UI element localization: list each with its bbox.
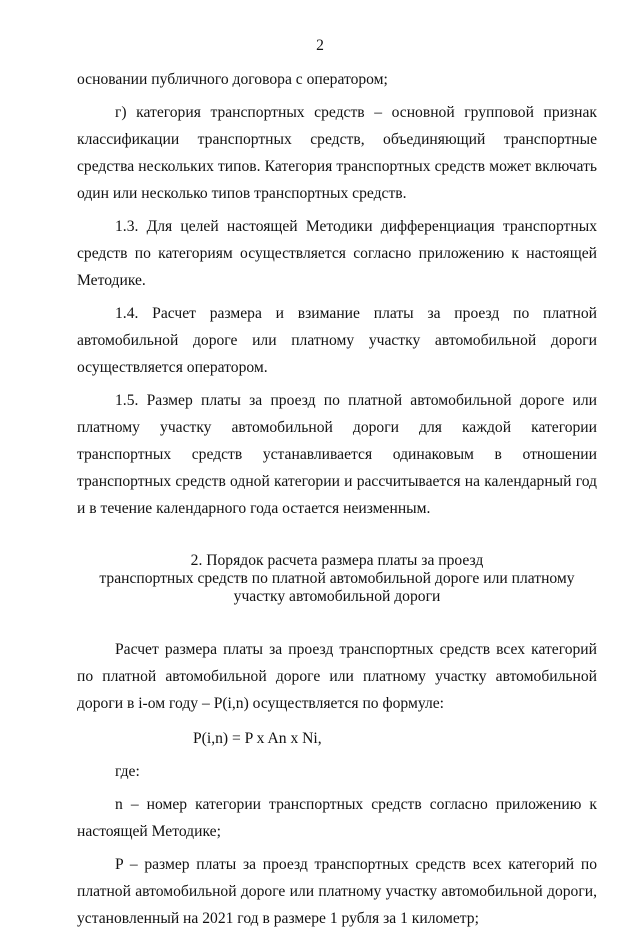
paragraph-formula-intro: Расчет размера платы за проезд транспортных средств всех категорий по платной автомобильной дороге или платному участку автомобильной дороги в i-ом году – P(i,n) осуществляется по формуле: xyxy=(77,641,597,712)
formula: P(i,n) = P x An x Ni, xyxy=(193,730,322,747)
page-number: 2 xyxy=(316,37,324,54)
definition-n: n – номер категории транспортных средств согласно приложению к настоящей Методике; xyxy=(77,796,597,840)
section-heading-line: 2. Порядок расчета размера платы за проезд xyxy=(190,552,484,569)
section-heading xyxy=(77,552,597,606)
document-body xyxy=(77,66,597,932)
paragraph-1-4: 1.4. Расчет размера и взимание платы за проезд по платной автомобильной дороге или платному участку автомобильной дороги осуществляется оператором. xyxy=(77,305,597,376)
paragraph-1-5: 1.5. Размер платы за проезд по платной автомобильной дороге или платному участку автомобильной дороги для каждой категории транспортных средств устанавливается одинаковым в отношении транспортных средств одной категории и рассчитывается на календарный год и в течение календарного года остается неизменным. xyxy=(77,392,597,517)
definition-p: P – размер платы за проезд транспортных средств всех категорий по платной автомобильной дороге или платному участку автомобильной дороги, установленный на 2021 год в размере 1 рубля за 1 километр; xyxy=(77,856,597,927)
where-label: где: xyxy=(115,763,140,780)
paragraph-definition-g: г) категория транспортных средств – основной групповой признак классификации транспортных средств, объединяющий транспортные средства нескольких типов. Категория транспортных средств может включать один или несколько типов транспортных средств. xyxy=(77,104,597,202)
section-heading-line: транспортных средств по платной автомобильной дороге или платному xyxy=(99,570,575,587)
section-heading-line: участку автомобильной дороги xyxy=(233,588,441,605)
paragraph-continuation: основании публичного договора с оператором; xyxy=(77,71,388,88)
paragraph-1-3: 1.3. Для целей настоящей Методики дифференциация транспортных средств по категориям осуществляется согласно приложению к настоящей Методике. xyxy=(77,218,597,289)
